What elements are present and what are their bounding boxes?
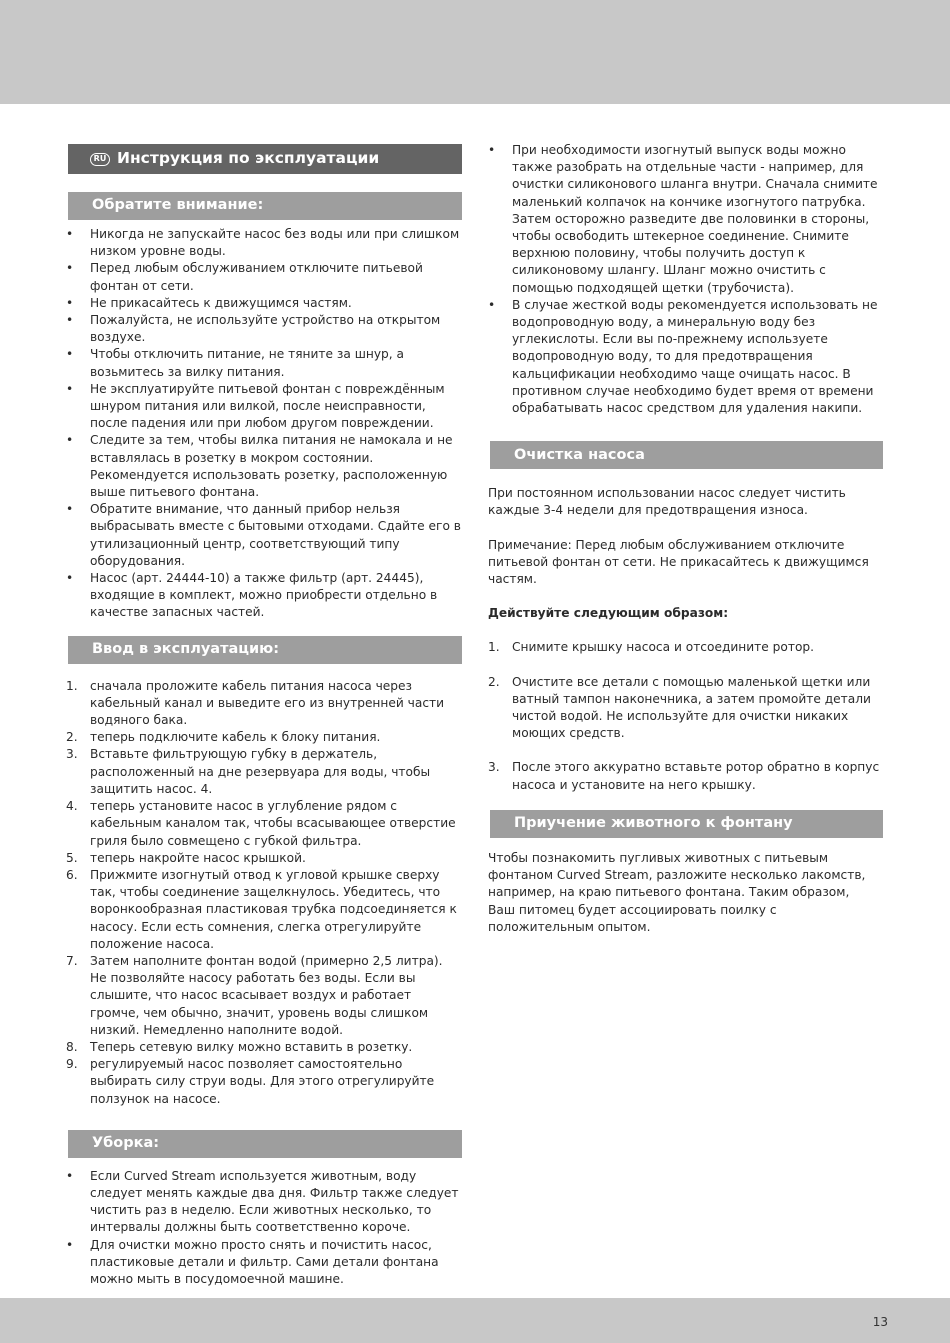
step-item: 5. теперь накройте насос крышкой. [66,850,306,865]
section-commissioning-heading [68,636,462,664]
list-item: • В случае жесткой воды рекомендуется использовать не водопроводную воду, а минеральную воду без углекислоты. Если вы по-прежнему используете водопроводную воду, то для предотвращения кальцификации необходимо чаще очищать насос. В противном случае необходимо будет время от времени обрабатывать насос средством для удаления накипи. [488,297,878,416]
step-item: 3. Вставьте фильтрующую губку в держатель, расположенный на дне резервуара для воды, чтобы защитить насос. 4. [66,747,431,796]
section-cleaning-heading [68,1130,462,1158]
step-item: 8. Теперь сетевую вилку можно вставить в розетку. [66,1039,413,1054]
list-item: • Чтобы отключить питание, не тяните за шнур, а возьмитесь за вилку питания. [66,347,405,379]
attention-list [66,226,462,622]
section-habituation-heading [490,810,883,838]
step-item: 1. сначала проложите кабель питания насоса через кабельный канал и выведите его из внутренней части водяного бака. [66,678,445,728]
section-heading-text: Ввод в эксплуатацию: [92,641,280,658]
page-number: 13 [872,1315,888,1329]
list-item: • Следите за тем, чтобы вилка питания не намокала и не вставлялась в розетку в мокром состоянии. Рекомендуется использовать розетку, расположенную выше питьевого фонтана. [66,433,453,500]
page-title: Инструкция по эксплуатации [117,149,380,168]
bottom-band [0,1298,950,1343]
list-item: • Пожалуйста, не используйте устройство на открытом воздухе. [66,313,441,345]
step-item: 7. Затем наполните фонтан водой (примерно 2,5 литра). Не позволяйте насосу работать без воды. Если вы слышите, что насос всасывает воздух и работает громче, чем обычно, значит, уровень воды слишком низкий. Немедленно наполните водой. [66,953,443,1037]
step-item: 2. теперь подключите кабель к блоку питания. [66,730,381,745]
list-item: • Никогда не запускайте насос без воды или при слишком низком уровне воды. [66,227,460,259]
section-heading-text: Приучение животного к фонтану [514,815,793,832]
section-heading-text: Обратите внимание: [92,197,264,214]
cleaning-list [66,1168,462,1288]
page-title-bar [68,144,462,174]
step-item: 4. теперь установите насос в углубление рядом с кабельным каналом так, чтобы всасывающее отверстие гриля было совмещено с губкой фильтра. [66,799,456,848]
list-item: • Не прикасайтесь к движущимся частям. [66,295,352,310]
step-item: 1. Снимите крышку насоса и отсоедините ротор. [488,640,815,655]
list-item: • Насос (арт. 24444-10) а также фильтр (арт. 24445), входящие в комплект, можно приобрести отдельно в качестве запасных частей. [66,571,438,620]
list-item: • Если Curved Stream используется животным, воду следует менять каждые два дня. Фильтр также следует чистить раз в неделю. Если животных несколько, то интервалы должны быть соответственно короче. [66,1168,459,1235]
list-item: • Не эксплуатируйте питьевой фонтан с повреждённым шнуром питания или вилкой, после неисправности, после падения или при любом другом повреждении. [66,381,445,431]
section-attention-heading [68,192,462,220]
list-item: • При необходимости изогнутый выпуск воды можно также разобрать на отдельные части - например, для очистки силиконового шланга внутри. Сначала снимите маленький колпачок на кончике изогнутого патрубка. Затем осторожно разведите две половинки в стороны, чтобы освободить штекерное соединение. Снимите верхнюю половину, чтобы получить доступ к силиконовому шлангу. Шланг можно очистить с помощью подходящей щетки (трубочиста). [488,143,878,295]
procedure-label: Действуйте следующим образом: [488,606,729,621]
pump-cleaning-intro: При постоянном использовании насос следует чистить каждые 3-4 недели для предотвращения износа. [488,486,846,518]
step-item: 2. Очистите все детали с помощью маленькой щетки или ватный тампон наконечника, а затем промойте детали чистой водой. Не используйте для очистки никаких моющих средств. [488,674,871,741]
step-item: 3. После этого аккуратно вставьте ротор обратно в корпус насоса и установите на него крышку. [488,760,880,792]
list-item: • Перед любым обслуживанием отключите питьевой фонтан от сети. [66,261,423,293]
step-item: 9. регулируемый насос позволяет самостоятельно выбирать силу струи воды. Для этого отрегулируйте ползунок на насосе. [66,1057,435,1106]
section-pump-cleaning-heading [490,441,883,469]
section-heading-text: Очистка насоса [514,446,645,463]
habituation-text: Чтобы познакомить пугливых животных с питьевым фонтаном Curved Stream, разложите несколько лакомств, например, на краю питьевого фонтана. Таким образом, Ваш питомец будет ассоциировать поилку с положительным опытом. [488,850,866,934]
pump-cleaning-note: Примечание: Перед любым обслуживанием отключите питьевой фонтан от сети. Не прикасайтесь к движущимся частям. [488,537,869,587]
list-item: • Для очистки можно просто снять и почистить насос, пластиковые детали и фильтр. Сами детали фонтана можно мыть в посудомоечной машине. [66,1237,439,1286]
language-badge-icon: RU [90,153,110,166]
step-item: 6. Прижмите изогнутый отвод к угловой крышке сверху так, чтобы соединение защелкнулось. Убедитесь, что воронкообразная пластиковая трубка подсоединяется к насосу. Если есть сомнения, слегка отрегулируйте положение насоса. [66,867,457,951]
cleaning-continued-list [488,142,883,417]
top-band [0,0,950,104]
right-column [488,142,883,936]
list-item: • Обратите внимание, что данный прибор нельзя выбрасывать вместе с бытовыми отходами. Сдайте его в утилизационный центр, соответствующий типу оборудования. [66,502,461,568]
pump-cleaning-steps [488,639,883,793]
left-column [66,144,462,1288]
commissioning-steps [66,678,462,1108]
section-heading-text: Уборка: [92,1135,160,1152]
